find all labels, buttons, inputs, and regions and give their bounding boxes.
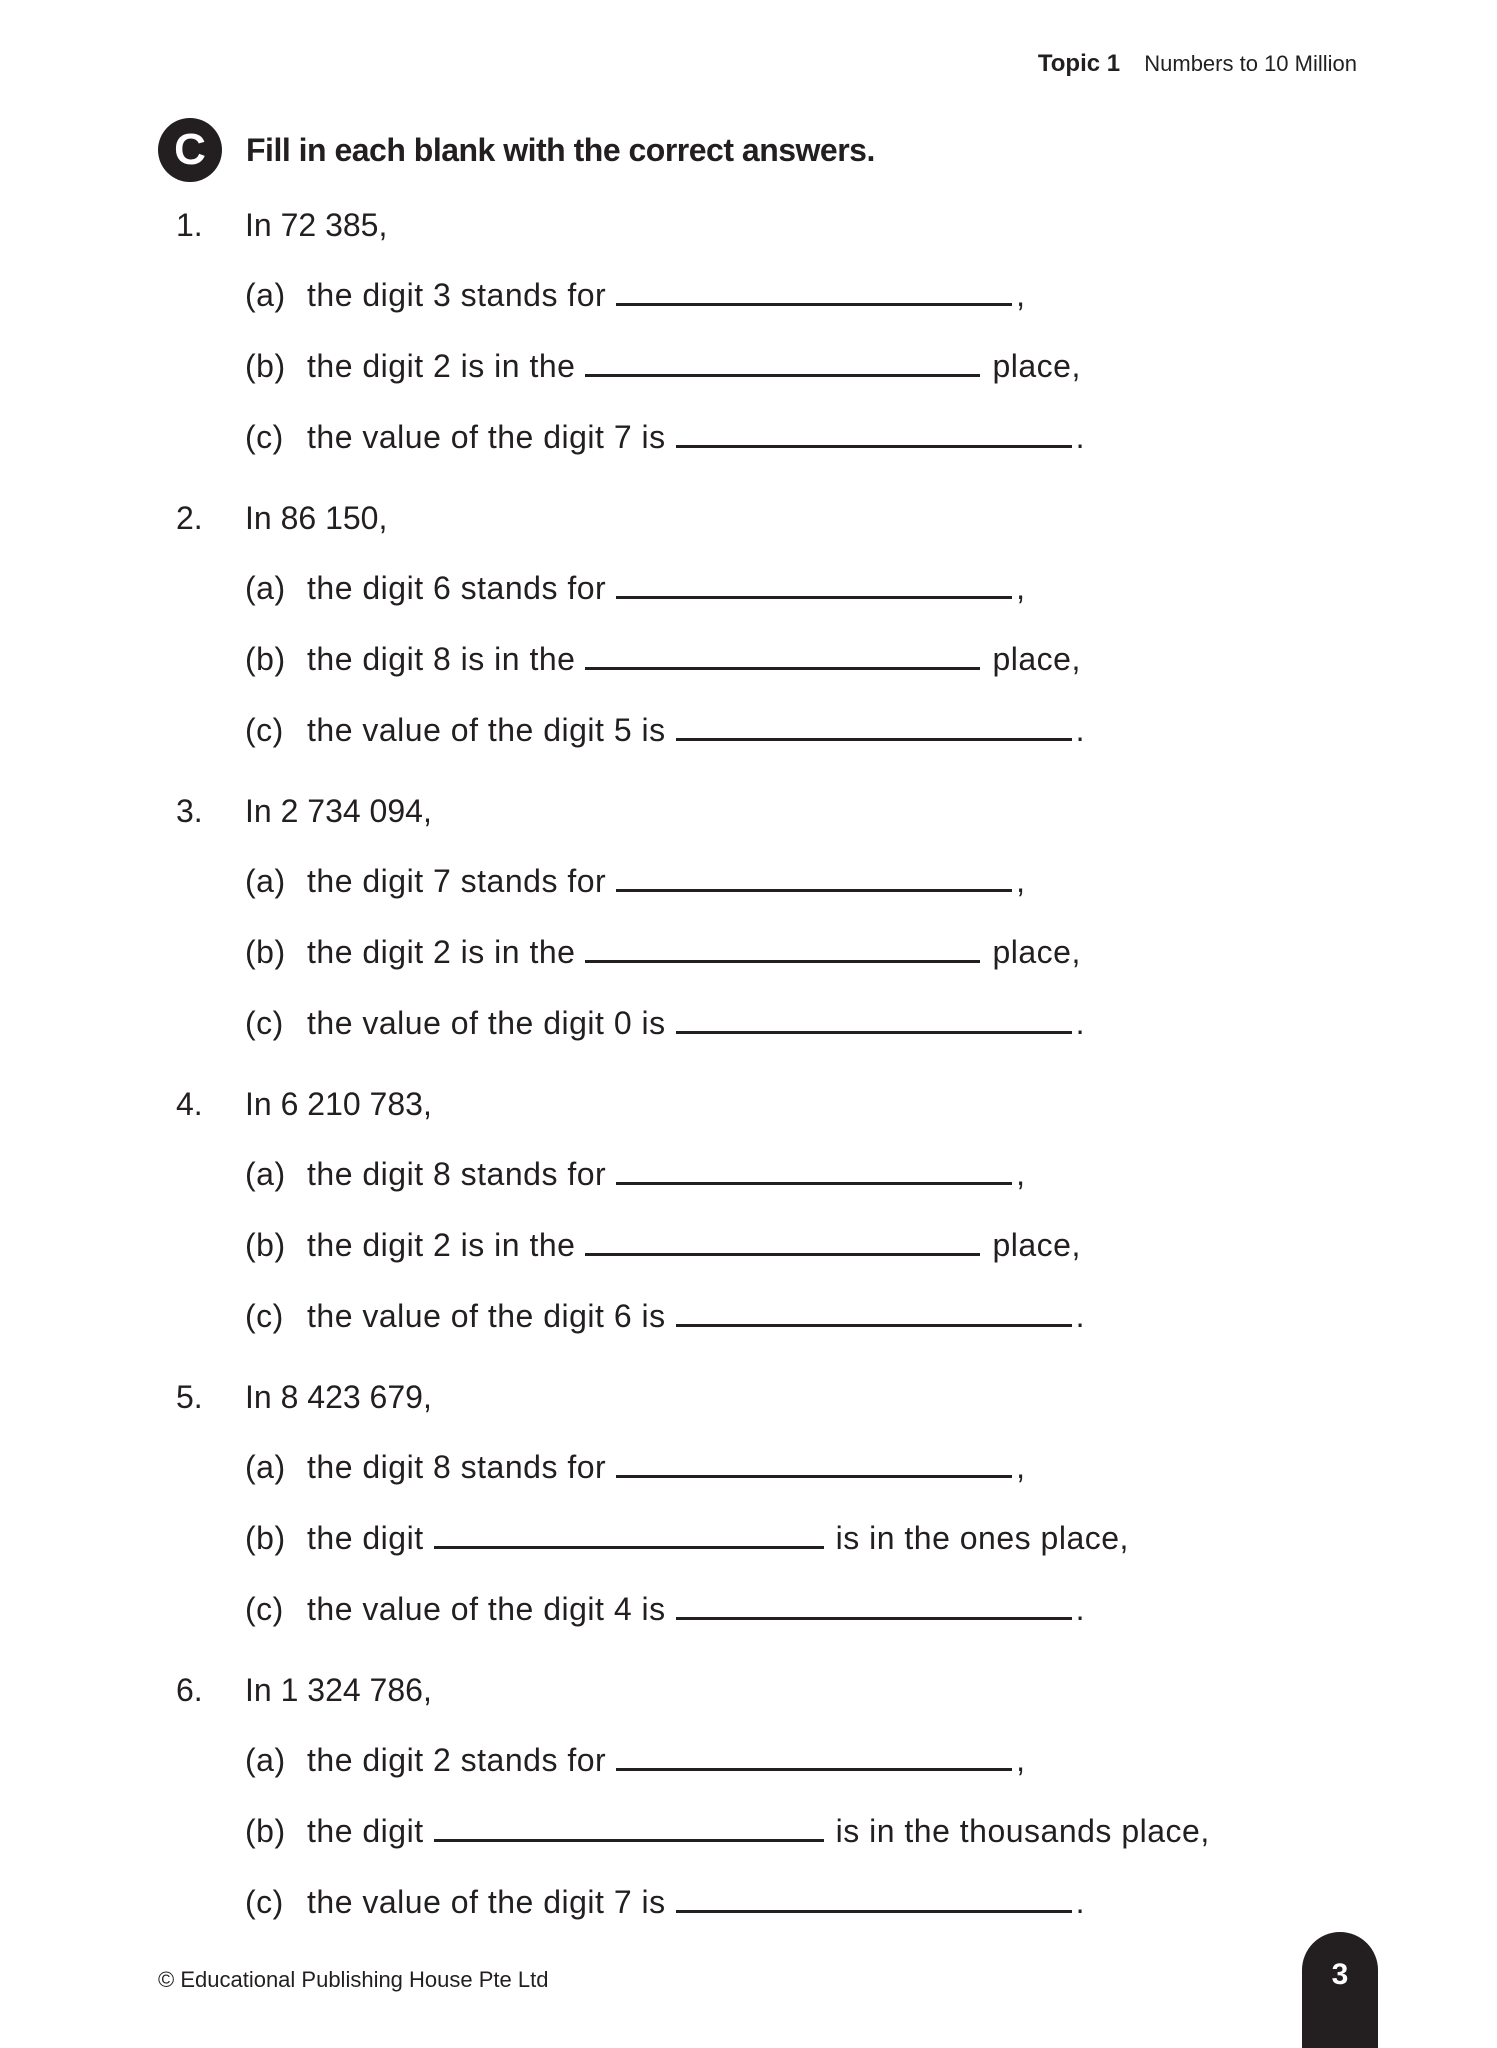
answer-blank[interactable]: [676, 417, 1072, 448]
question-part-b: [245, 1518, 1129, 1564]
part-suffix: ,: [1016, 1449, 1026, 1485]
part-text: the digit 2 is in the: [307, 348, 576, 384]
question-lead: In 8 423 679,: [245, 1379, 432, 1415]
part-suffix: place,: [992, 934, 1081, 970]
answer-blank[interactable]: [585, 932, 980, 963]
answer-blank[interactable]: [676, 1003, 1072, 1034]
question-part-a: [245, 1447, 1026, 1493]
part-label: (b): [245, 1520, 286, 1556]
question-number: 1.: [176, 207, 203, 243]
question-3: [0, 781, 1497, 1074]
question-part-c: [245, 417, 1085, 463]
part-text: the digit 8 stands for: [307, 1156, 607, 1192]
part-label: (c): [245, 1591, 284, 1627]
part-suffix: ,: [1016, 277, 1026, 313]
part-text: the digit 2 is in the: [307, 934, 576, 970]
answer-blank[interactable]: [434, 1518, 824, 1549]
question-part-a: [245, 1740, 1026, 1786]
part-label: (a): [245, 1449, 286, 1485]
part-label: (c): [245, 419, 284, 455]
topic-subject: Numbers to 10 Million: [1144, 51, 1357, 76]
part-text: the digit 2 stands for: [307, 1742, 607, 1778]
copyright-notice: © Educational Publishing House Pte Ltd: [158, 1967, 549, 1992]
answer-blank[interactable]: [676, 1589, 1072, 1620]
question-part-b: [245, 639, 1081, 685]
part-suffix: ,: [1016, 863, 1026, 899]
question-lead: In 2 734 094,: [245, 793, 432, 829]
part-text: the value of the digit 7 is: [307, 1884, 666, 1920]
question-part-a: [245, 1154, 1026, 1200]
part-label: (a): [245, 570, 286, 606]
question-part-b: [245, 346, 1081, 392]
question-2: [0, 488, 1497, 781]
answer-blank[interactable]: [676, 1296, 1072, 1327]
part-suffix: .: [1075, 1298, 1085, 1334]
part-text: the value of the digit 7 is: [307, 419, 666, 455]
question-part-a: [245, 275, 1026, 321]
part-label: (b): [245, 641, 286, 677]
part-suffix: is in the thousands place,: [835, 1813, 1210, 1849]
part-suffix: ,: [1016, 1156, 1026, 1192]
question-number: 3.: [176, 793, 203, 829]
question-part-b: [245, 1225, 1081, 1271]
question-lead: In 1 324 786,: [245, 1672, 432, 1708]
topic-label: Topic 1: [1037, 50, 1121, 77]
part-suffix: place,: [992, 348, 1081, 384]
question-5: [0, 1367, 1497, 1660]
answer-blank[interactable]: [434, 1811, 824, 1842]
answer-blank[interactable]: [585, 346, 980, 377]
question-1: [0, 195, 1497, 488]
answer-blank[interactable]: [676, 1882, 1072, 1913]
section-instruction: Fill in each blank with the correct answers.: [246, 132, 875, 168]
part-text: the digit 8 is in the: [307, 641, 576, 677]
part-text: the value of the digit 4 is: [307, 1591, 666, 1627]
part-label: (b): [245, 934, 286, 970]
part-text: the digit 7 stands for: [307, 863, 607, 899]
part-text: the digit 6 stands for: [307, 570, 607, 606]
part-text: the value of the digit 6 is: [307, 1298, 666, 1334]
part-label: (c): [245, 712, 284, 748]
question-part-c: [245, 1882, 1085, 1928]
section-badge: C: [158, 118, 222, 182]
question-4: [0, 1074, 1497, 1367]
part-suffix: ,: [1016, 1742, 1026, 1778]
part-text: the digit 8 stands for: [307, 1449, 607, 1485]
page-number-tab: [1302, 1932, 1378, 2048]
part-text: the value of the digit 5 is: [307, 712, 666, 748]
answer-blank[interactable]: [676, 710, 1072, 741]
part-label: (b): [245, 348, 286, 384]
part-suffix: .: [1075, 419, 1085, 455]
part-label: (a): [245, 863, 286, 899]
answer-blank[interactable]: [616, 1740, 1012, 1771]
question-part-c: [245, 1589, 1085, 1635]
part-label: (b): [245, 1227, 286, 1263]
part-suffix: .: [1075, 1005, 1085, 1041]
answer-blank[interactable]: [585, 639, 980, 670]
answer-blank[interactable]: [616, 1447, 1012, 1478]
answer-blank[interactable]: [616, 568, 1012, 599]
answer-blank[interactable]: [616, 275, 1012, 306]
question-part-a: [245, 861, 1026, 907]
page-header: [1038, 50, 1357, 78]
question-part-c: [245, 710, 1085, 756]
question-part-c: [245, 1296, 1085, 1342]
part-label: (a): [245, 1156, 286, 1192]
part-text: the value of the digit 0 is: [307, 1005, 666, 1041]
question-number: 4.: [176, 1086, 203, 1122]
question-part-a: [245, 568, 1026, 614]
question-part-b: [245, 932, 1081, 978]
question-lead: In 86 150,: [245, 500, 388, 536]
answer-blank[interactable]: [616, 1154, 1012, 1185]
part-text: the digit: [307, 1813, 424, 1849]
question-6: [0, 1660, 1497, 1953]
question-lead: In 6 210 783,: [245, 1086, 432, 1122]
part-suffix: place,: [992, 1227, 1081, 1263]
question-lead: In 72 385,: [245, 207, 388, 243]
part-text: the digit 3 stands for: [307, 277, 607, 313]
question-part-c: [245, 1003, 1085, 1049]
part-text: the digit 2 is in the: [307, 1227, 576, 1263]
question-number: 6.: [176, 1672, 203, 1708]
part-suffix: is in the ones place,: [835, 1520, 1129, 1556]
question-number: 5.: [176, 1379, 203, 1415]
part-suffix: place,: [992, 641, 1081, 677]
part-suffix: .: [1075, 1591, 1085, 1627]
part-label: (c): [245, 1884, 284, 1920]
page-number: 3: [1331, 1958, 1349, 1991]
answer-blank[interactable]: [616, 861, 1012, 892]
answer-blank[interactable]: [585, 1225, 980, 1256]
question-list: [0, 195, 1497, 1953]
part-suffix: .: [1075, 1884, 1085, 1920]
part-suffix: ,: [1016, 570, 1026, 606]
part-suffix: .: [1075, 712, 1085, 748]
part-label: (a): [245, 1742, 286, 1778]
part-label: (c): [245, 1005, 284, 1041]
part-text: the digit: [307, 1520, 424, 1556]
part-label: (a): [245, 277, 286, 313]
question-part-b: [245, 1811, 1210, 1857]
part-label: (c): [245, 1298, 284, 1334]
question-number: 2.: [176, 500, 203, 536]
part-label: (b): [245, 1813, 286, 1849]
